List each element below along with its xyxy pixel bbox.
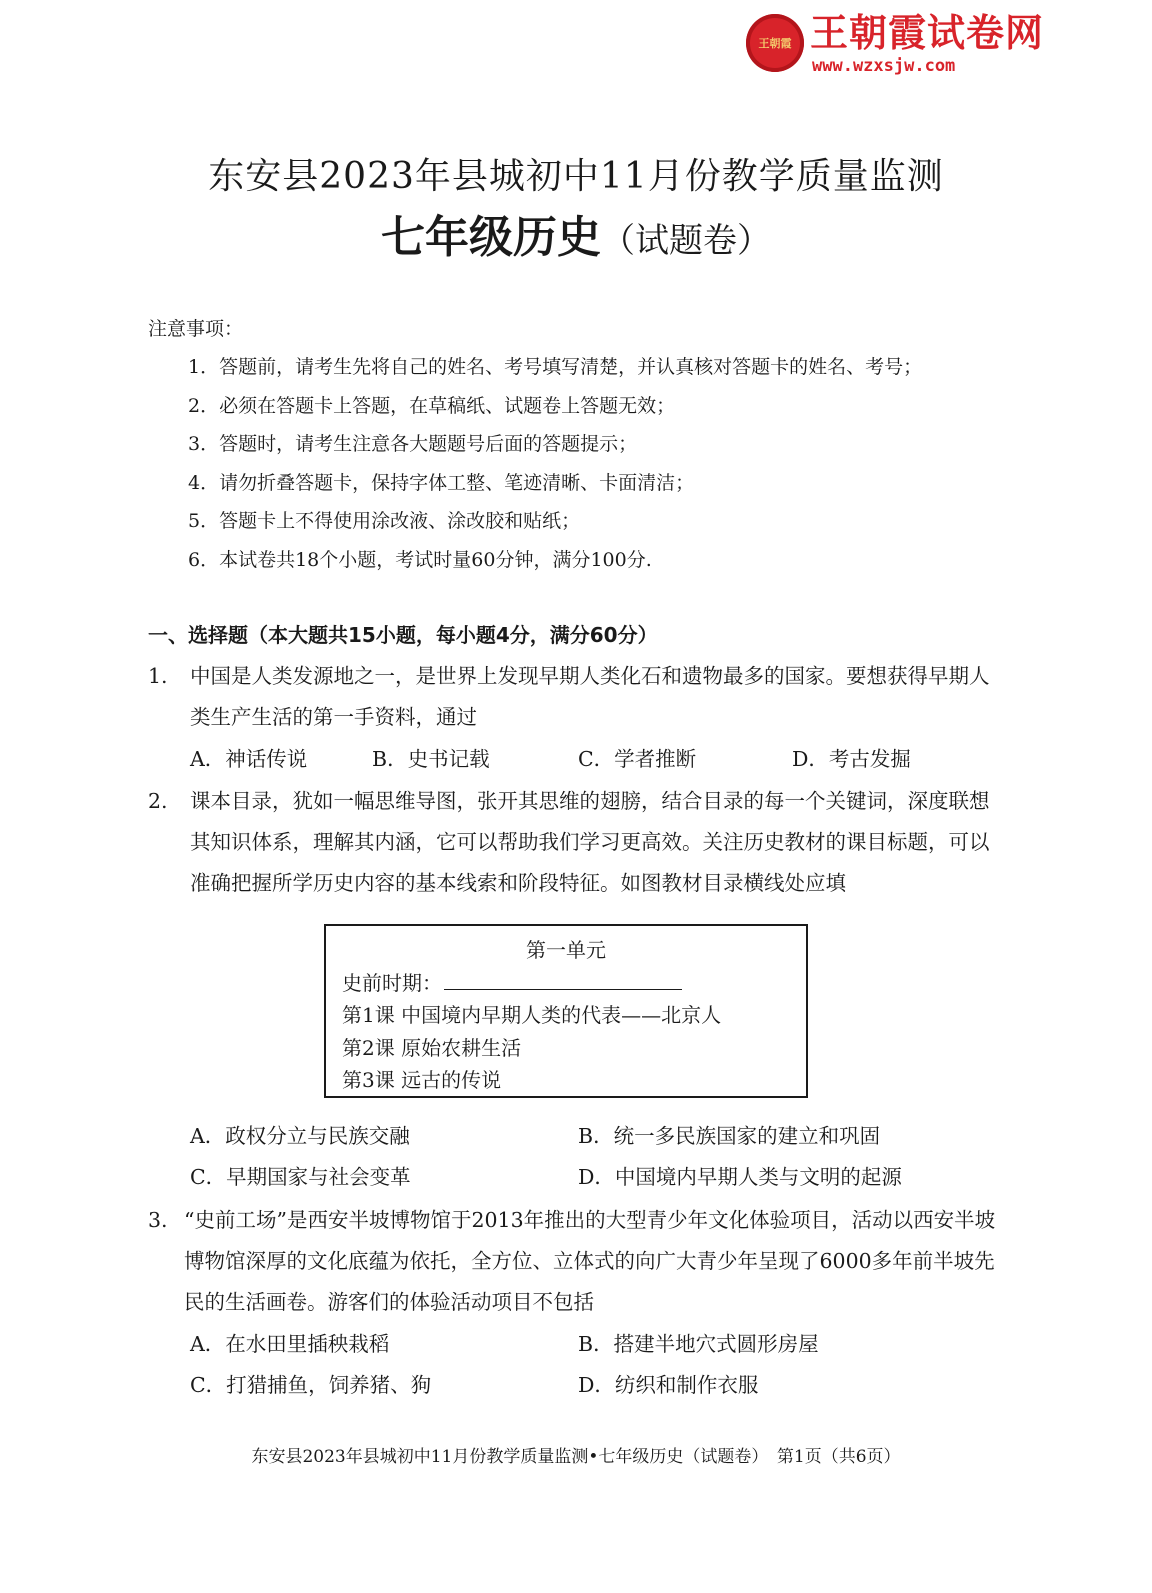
question-2-option-a: A．政权分立与民族交融 <box>190 1124 410 1148</box>
subject-title <box>0 210 1152 269</box>
note-item: 1．答题前，请考生先将自己的姓名、考号填写清楚，并认真核对答题卡的姓名、考号； <box>188 356 923 378</box>
question-1-number: 1. <box>148 664 168 688</box>
question-2-number: 2. <box>148 789 168 813</box>
box-blank-line <box>326 967 806 1000</box>
question-3-option-b: B．搭建半地穴式圆形房屋 <box>578 1332 819 1356</box>
question-2-text: 课本目录，犹如一幅思维导图，张开其思维的翅膀，结合目录的每一个关键词，深度联想其知识体系，理解其内涵，它可以帮助我们学习更高效。关注历史教材的课目标题，可以准确把握所学历史内容的基本线索和阶段特征。如图教材目录横线处应填 <box>190 789 990 895</box>
question-1-option-d: D．考古发掘 <box>792 747 911 771</box>
box-title: 第一单元 <box>526 938 606 962</box>
site-logo <box>746 10 1056 76</box>
logo-url: www.wzxsjw.com <box>812 56 956 76</box>
logo-name: 王朝霞试卷网 <box>810 11 1045 55</box>
question-2-option-b: B．统一多民族国家的建立和巩固 <box>578 1124 881 1148</box>
question-3-option-d: D．纺织和制作衣服 <box>578 1373 759 1397</box>
exam-title: 东安县2023年县城初中11月份教学质量监测 <box>208 156 944 197</box>
note-item: 2．必须在答题卡上答题，在草稿纸、试题卷上答题无效； <box>188 394 676 417</box>
note-item: 4．请勿折叠答题卡，保持字体工整、笔迹清晰、卡面清洁； <box>188 471 695 494</box>
box-lesson: 第2课 原始农耕生活 <box>342 1035 522 1060</box>
question-3-option-c: C．打猎捕鱼，饲养猪、狗 <box>190 1373 432 1397</box>
section-heading: 一、选择题（本大题共15小题，每小题4分，满分60分） <box>148 623 658 647</box>
note-item: 3．答题时，请考生注意各大题题号后面的答题提示； <box>188 433 638 455</box>
subject-title-main: 七年级历史 <box>381 212 601 263</box>
notes-list <box>188 348 1028 579</box>
note-item: 6．本试卷共18个小题，考试时量60分钟，满分100分. <box>188 548 652 571</box>
box-blank-label: 史前时期： <box>342 970 442 995</box>
notes-heading: 注意事项： <box>148 318 244 340</box>
question-2-option-d: D．中国境内早期人类与文明的起源 <box>578 1165 902 1189</box>
subject-title-sub: （试题卷） <box>601 221 771 261</box>
question-3-option-a: A．在水田里插秧栽稻 <box>190 1332 390 1356</box>
answer-blank <box>444 969 682 990</box>
question-2-option-c: C．早期国家与社会变革 <box>190 1165 411 1189</box>
textbook-contents-box <box>324 924 808 1098</box>
question-3-text: “史前工场”是西安半坡博物馆于2013年推出的大型青少年文化体验项目，活动以西安半坡博物馆深厚的文化底蕴为依托，全方位、立体式的向广大青少年呈现了6000多年前半坡先民的生活画卷。游客们的体验活动项目不包括 <box>184 1208 996 1314</box>
box-lesson: 第3课 远古的传说 <box>342 1068 502 1092</box>
box-lesson: 第1课 中国境内早期人类的代表——北京人 <box>342 1003 722 1027</box>
question-1-option-c: C．学者推断 <box>578 747 697 771</box>
question-3-number: 3. <box>148 1208 168 1232</box>
logo-badge-icon: 王朝霞 <box>746 14 804 72</box>
question-1-option-a: A．神话传说 <box>190 747 308 771</box>
note-item: 5．答题卡上不得使用涂改液、涂改胶和贴纸； <box>188 510 581 532</box>
question-1-text: 中国是人类发源地之一，是世界上发现早期人类化石和遗物最多的国家。要想获得早期人类生产生活的第一手资料，通过 <box>190 664 990 729</box>
page-footer: 东安县2023年县城初中11月份教学质量监测•七年级历史（试题卷） 第1页（共6页） <box>251 1447 901 1467</box>
question-1-option-b: B．史书记载 <box>372 747 490 771</box>
